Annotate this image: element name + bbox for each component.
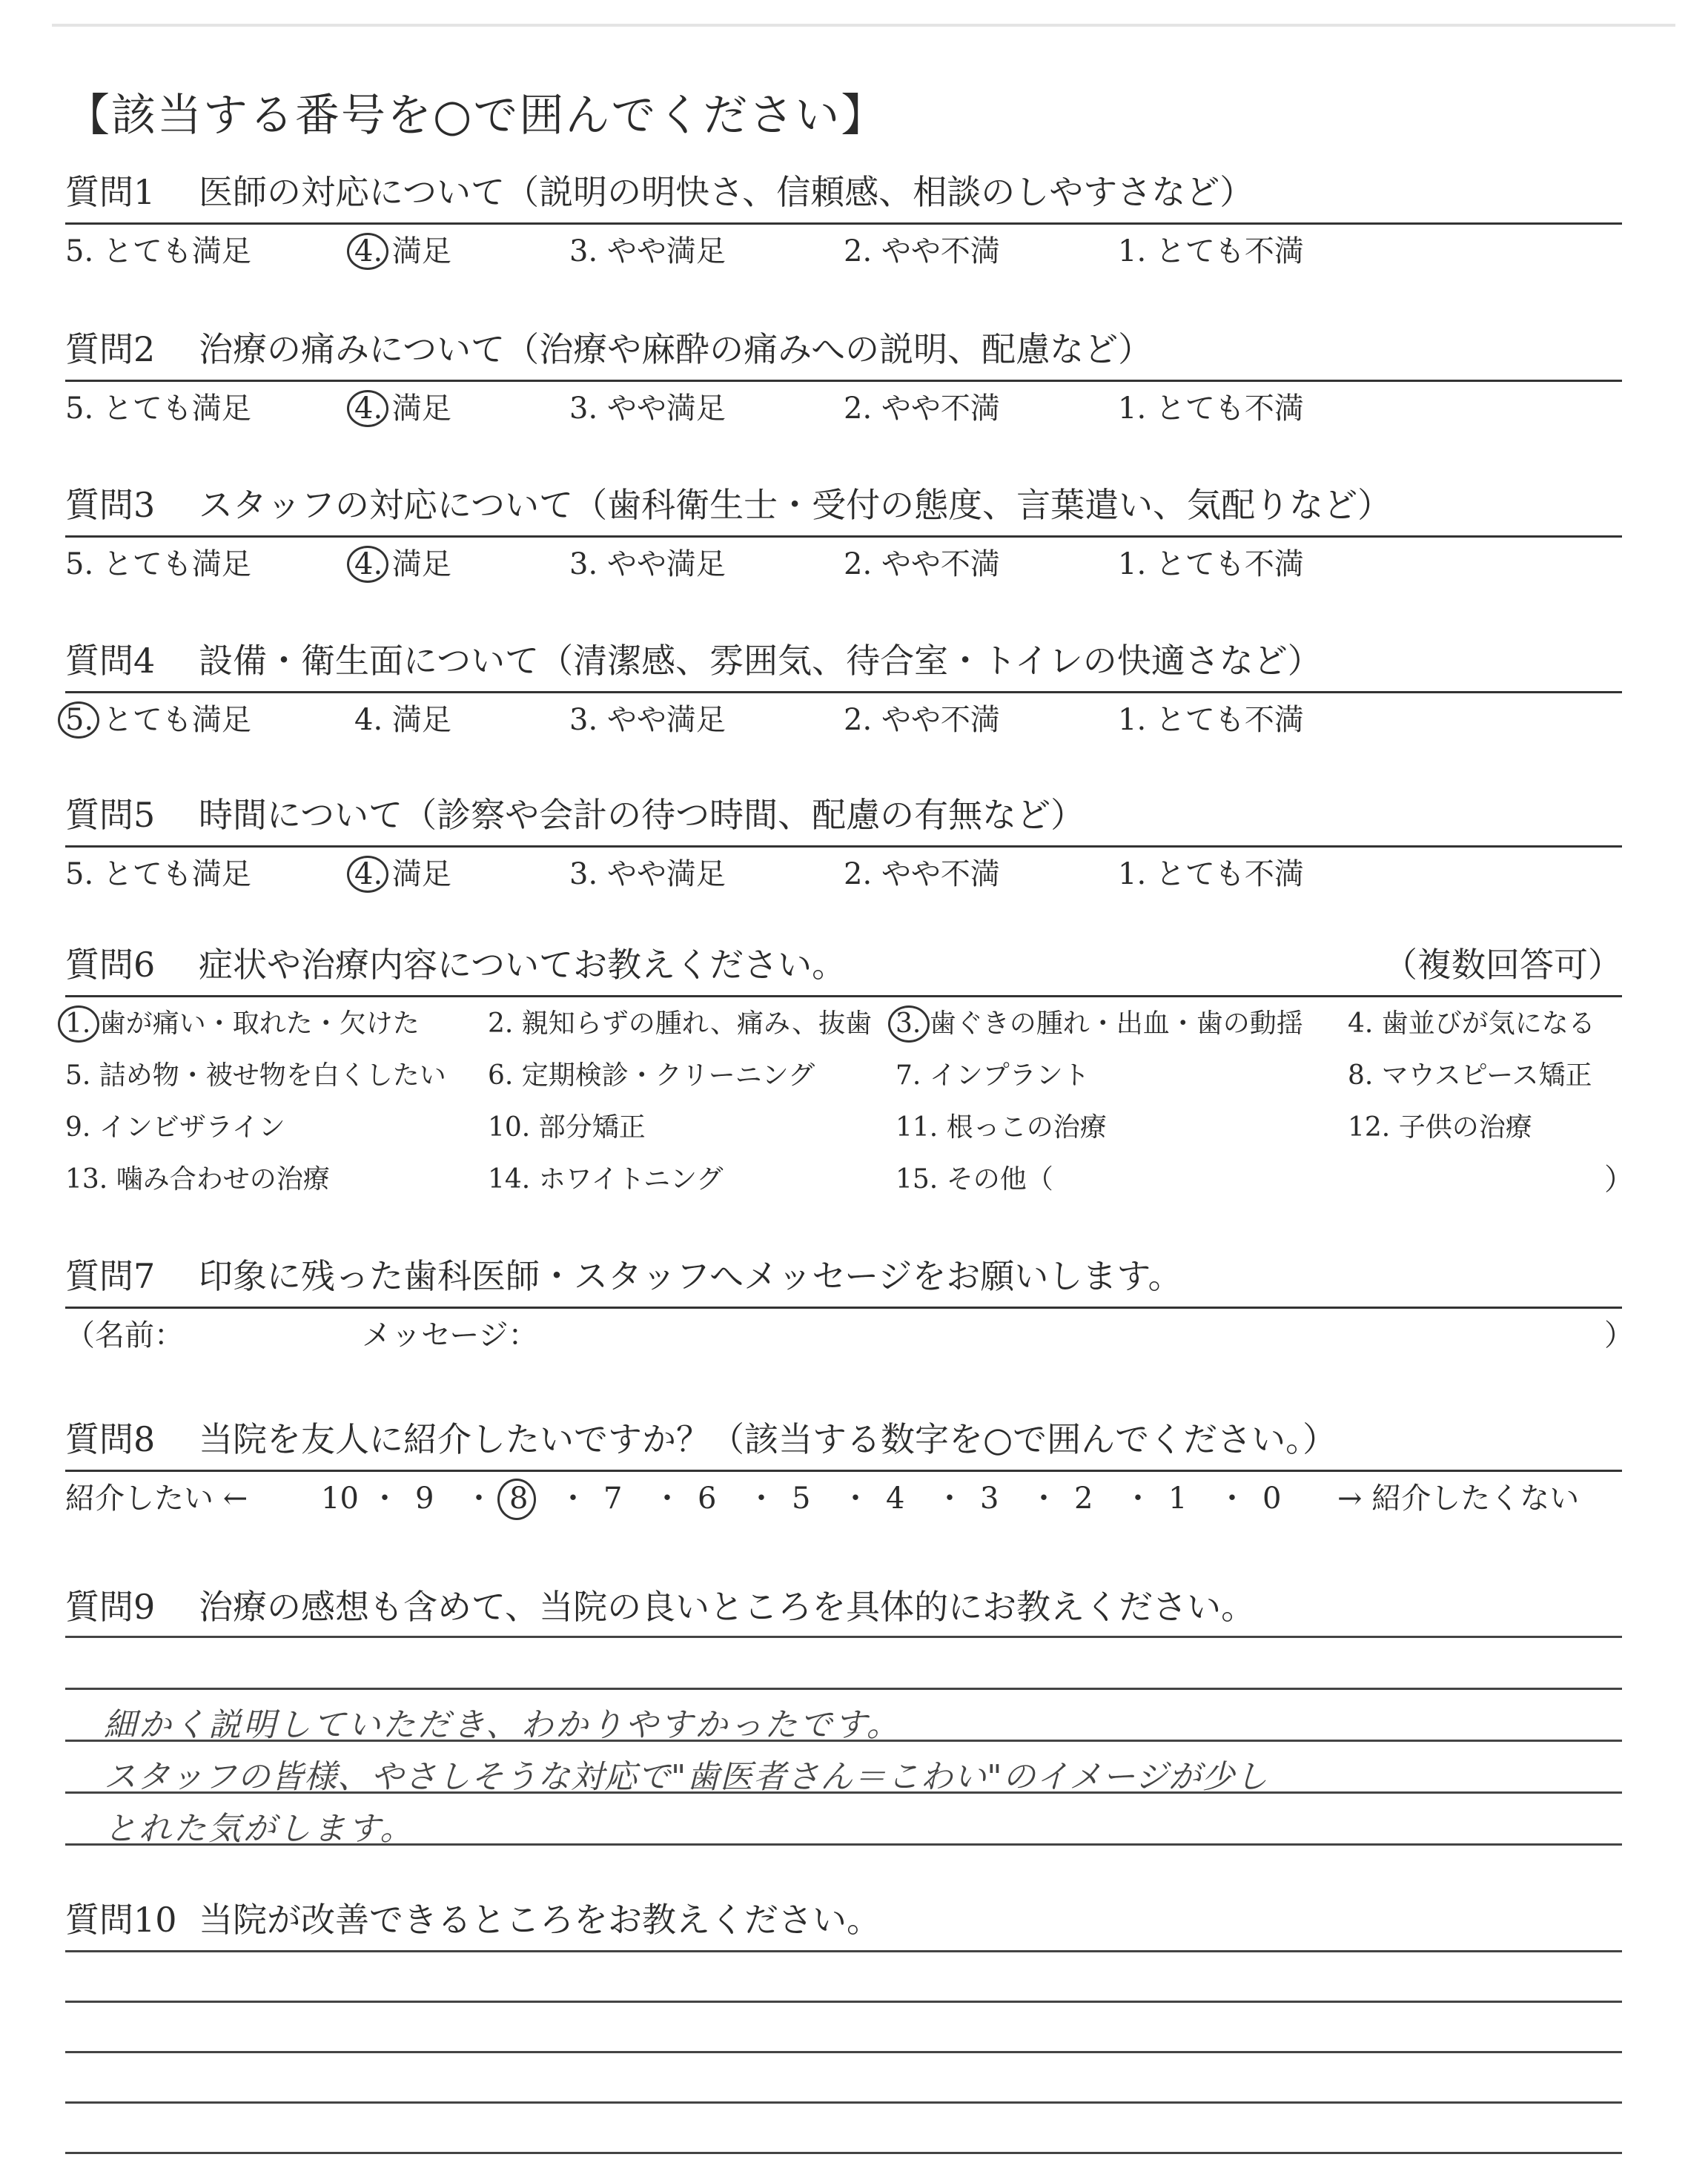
symptom-option[interactable]: 5. 詰め物・被せ物を白くしたい bbox=[65, 1060, 446, 1091]
question-rule bbox=[65, 380, 1622, 382]
handwritten-answer-line: とれた気がします。 bbox=[104, 1810, 415, 1848]
scale-value[interactable]: 9 bbox=[415, 1482, 434, 1516]
symptom-option[interactable]: 7. インプラント bbox=[896, 1060, 1090, 1091]
page-title: 【該当する番号を○で囲んでください】 bbox=[65, 90, 887, 142]
symptom-option[interactable]: 15. その他（ bbox=[896, 1164, 1053, 1195]
question-4 bbox=[65, 638, 1622, 737]
rating-option[interactable]: 5. とても満足 bbox=[65, 703, 251, 737]
answer-line bbox=[65, 1950, 1622, 1952]
symptom-option[interactable]: 8. マウスピース矯正 bbox=[1348, 1060, 1592, 1091]
scale-value[interactable]: 4 bbox=[886, 1482, 905, 1516]
question-6 bbox=[65, 942, 1634, 1197]
symptom-option[interactable]: 14. ホワイトニング bbox=[488, 1164, 724, 1195]
rating-option[interactable]: 5. とても満足 bbox=[65, 547, 251, 581]
question-title bbox=[65, 326, 1622, 372]
question-rule bbox=[65, 535, 1622, 538]
selection-circle bbox=[497, 1479, 536, 1520]
symptom-option[interactable]: 2. 親知らずの腫れ、痛み、抜歯 bbox=[488, 1008, 873, 1039]
rating-option[interactable]: 5. とても満足 bbox=[65, 857, 251, 891]
selection-circle bbox=[888, 1005, 930, 1043]
question-rule bbox=[65, 691, 1622, 693]
question-10 bbox=[65, 1897, 1622, 1943]
question-text: 印象に残った歯科医師・スタッフへメッセージをお願いします。 bbox=[199, 1256, 1182, 1296]
rating-option[interactable]: 3. やや満足 bbox=[569, 547, 726, 581]
question-title bbox=[65, 1416, 1622, 1462]
rating-option[interactable]: 3. やや満足 bbox=[569, 857, 726, 891]
symptom-option[interactable]: 11. 根っこの治療 bbox=[896, 1112, 1107, 1143]
question-text: 設備・衛生面について（清潔感、雰囲気、待合室・トイレの快適さなど） bbox=[199, 641, 1322, 681]
scale-left-label: 紹介したい ← bbox=[65, 1482, 248, 1516]
symptom-option[interactable]: 6. 定期検診・クリーニング bbox=[488, 1060, 815, 1091]
handwritten-answer-line: 細かく説明していただき、わかりやすかったです。 bbox=[104, 1706, 901, 1744]
rating-option[interactable]: 3. やや満足 bbox=[569, 234, 726, 268]
question-8 bbox=[65, 1416, 1622, 1516]
answer-line bbox=[65, 1636, 1622, 1638]
scale-value[interactable]: 6 bbox=[698, 1482, 717, 1516]
answer-line bbox=[65, 2001, 1622, 2003]
answer-line bbox=[65, 2051, 1622, 2053]
selection-circle bbox=[347, 390, 388, 427]
question-number: 質問9 bbox=[65, 1587, 156, 1627]
scale-separator: ・ bbox=[747, 1482, 776, 1516]
rating-option[interactable]: 1. とても不満 bbox=[1118, 547, 1304, 581]
scale-separator: ・ bbox=[841, 1482, 870, 1516]
question-text: 症状や治療内容についてお教えください。 bbox=[199, 945, 847, 985]
scale-right-label: → 紹介したくない bbox=[1337, 1482, 1580, 1516]
question-number: 質問2 bbox=[65, 329, 156, 369]
scale-separator: ・ bbox=[558, 1482, 588, 1516]
question-text: 当院が改善できるところをお教えください。 bbox=[199, 1900, 881, 1940]
question-number: 質問7 bbox=[65, 1256, 156, 1296]
selection-circle bbox=[58, 701, 99, 739]
question-rule bbox=[65, 1470, 1622, 1472]
rating-option[interactable]: 2. やや不満 bbox=[844, 857, 1000, 891]
rating-option[interactable]: 1. とても不満 bbox=[1118, 234, 1304, 268]
question-number: 質問8 bbox=[65, 1419, 156, 1459]
rating-option[interactable]: 2. やや不満 bbox=[844, 547, 1000, 581]
symptom-option[interactable]: 3. 歯ぐきの腫れ・出血・歯の動揺 bbox=[896, 1008, 1303, 1039]
question-2 bbox=[65, 326, 1622, 426]
question-number: 質問1 bbox=[65, 172, 156, 212]
question-rule bbox=[65, 995, 1622, 997]
question-text: 医師の対応について（説明の明快さ、信頼感、相談のしやすさなど） bbox=[199, 172, 1254, 212]
scale-value[interactable]: 8 bbox=[509, 1482, 529, 1516]
rating-option[interactable]: 2. やや不満 bbox=[844, 703, 1000, 737]
rating-option[interactable]: 4. 満足 bbox=[354, 857, 451, 891]
question-title bbox=[65, 1897, 1622, 1943]
name-label: （名前： bbox=[65, 1318, 184, 1353]
multiple-answers-note: （複数回答可） bbox=[1383, 945, 1622, 985]
scale-separator: ・ bbox=[464, 1482, 494, 1516]
question-rule bbox=[65, 845, 1622, 848]
scale-value[interactable]: 3 bbox=[980, 1482, 999, 1516]
question-number: 質問3 bbox=[65, 485, 156, 525]
question-title bbox=[65, 482, 1622, 528]
question-number: 質問6 bbox=[65, 945, 156, 985]
scale-separator: ・ bbox=[1217, 1482, 1247, 1516]
scale-value[interactable]: 2 bbox=[1074, 1482, 1093, 1516]
question-number: 質問5 bbox=[65, 795, 156, 835]
selection-circle bbox=[347, 546, 388, 583]
question-title bbox=[65, 169, 1622, 215]
scale-value[interactable]: 7 bbox=[603, 1482, 623, 1516]
top-border bbox=[52, 24, 1675, 27]
question-number: 質問4 bbox=[65, 641, 156, 681]
scale-value[interactable]: 0 bbox=[1262, 1482, 1282, 1516]
rating-option[interactable]: 5. とても満足 bbox=[65, 234, 251, 268]
question-title bbox=[65, 1584, 1622, 1630]
scale-separator: ・ bbox=[1123, 1482, 1153, 1516]
rating-option[interactable]: 3. やや満足 bbox=[569, 703, 726, 737]
question-text: 時間について（診察や会計の待つ時間、配慮の有無など） bbox=[199, 795, 1085, 835]
question-1 bbox=[65, 169, 1622, 268]
rating-option[interactable]: 2. やや不満 bbox=[844, 392, 1000, 426]
question-rule bbox=[65, 1307, 1622, 1309]
question-text: 治療の感想も含めて、当院の良いところを具体的にお教えください。 bbox=[199, 1587, 1256, 1627]
rating-option[interactable]: 5. とても満足 bbox=[65, 392, 251, 426]
rating-option[interactable]: 1. とても不満 bbox=[1118, 857, 1304, 891]
rating-option[interactable]: 1. とても不満 bbox=[1118, 703, 1304, 737]
selection-circle bbox=[58, 1005, 99, 1043]
question-5 bbox=[65, 792, 1622, 891]
scale-value[interactable]: 5 bbox=[792, 1482, 811, 1516]
question-text: スタッフの対応について（歯科衛生士・受付の態度、言葉遣い、気配りなど） bbox=[199, 485, 1392, 525]
selection-circle bbox=[347, 233, 388, 270]
question-9 bbox=[65, 1584, 1622, 1630]
question-number: 質問10 bbox=[65, 1900, 177, 1940]
scale-value[interactable]: 1 bbox=[1168, 1482, 1188, 1516]
rating-option[interactable]: 4. 満足 bbox=[354, 234, 451, 268]
selection-circle bbox=[347, 856, 388, 893]
scale-separator: ・ bbox=[370, 1482, 400, 1516]
scale-separator: ・ bbox=[935, 1482, 964, 1516]
rating-option[interactable]: 4. 満足 bbox=[354, 392, 451, 426]
message-label: メッセージ： bbox=[362, 1318, 538, 1353]
question-title bbox=[65, 1253, 1622, 1299]
question-7 bbox=[65, 1253, 1634, 1353]
rating-option[interactable]: 1. とても不満 bbox=[1118, 392, 1304, 426]
handwritten-answer-line: スタッフの皆様、やさしそうな対応で"歯医者さん＝こわい"のイメージが少し bbox=[104, 1758, 1269, 1796]
rating-option[interactable]: 2. やや不満 bbox=[844, 234, 1000, 268]
symptom-option[interactable]: 13. 噛み合わせの治療 bbox=[65, 1164, 330, 1195]
question-text: 治療の痛みについて（治療や麻酔の痛みへの説明、配慮など） bbox=[199, 329, 1153, 369]
answer-line bbox=[65, 1688, 1622, 1690]
question-title bbox=[65, 792, 1622, 838]
rating-option[interactable]: 4. 満足 bbox=[354, 547, 451, 581]
answer-line bbox=[65, 2152, 1622, 2154]
rating-option[interactable]: 4. 満足 bbox=[354, 703, 451, 737]
scale-value[interactable]: 10 bbox=[321, 1482, 359, 1516]
scale-separator: ・ bbox=[1029, 1482, 1059, 1516]
close-paren: ） bbox=[1604, 1318, 1634, 1353]
symptom-option[interactable]: 9. インビザライン bbox=[65, 1112, 285, 1143]
answer-line bbox=[65, 2101, 1622, 2104]
symptom-option[interactable]: 1. 歯が痛い・取れた・欠けた bbox=[65, 1008, 420, 1039]
question-rule bbox=[65, 222, 1622, 225]
question-text: 当院を友人に紹介したいですか？（該当する数字を○で囲んでください。） bbox=[199, 1419, 1337, 1459]
symptom-option[interactable]: 4. 歯並びが気になる bbox=[1348, 1008, 1595, 1039]
question-title bbox=[65, 638, 1622, 684]
close-paren: ） bbox=[1604, 1163, 1634, 1197]
rating-option[interactable]: 3. やや満足 bbox=[569, 392, 726, 426]
symptom-option[interactable]: 10. 部分矯正 bbox=[488, 1112, 646, 1143]
symptom-option[interactable]: 12. 子供の治療 bbox=[1348, 1112, 1532, 1143]
question-3 bbox=[65, 482, 1622, 581]
scale-separator: ・ bbox=[652, 1482, 682, 1516]
